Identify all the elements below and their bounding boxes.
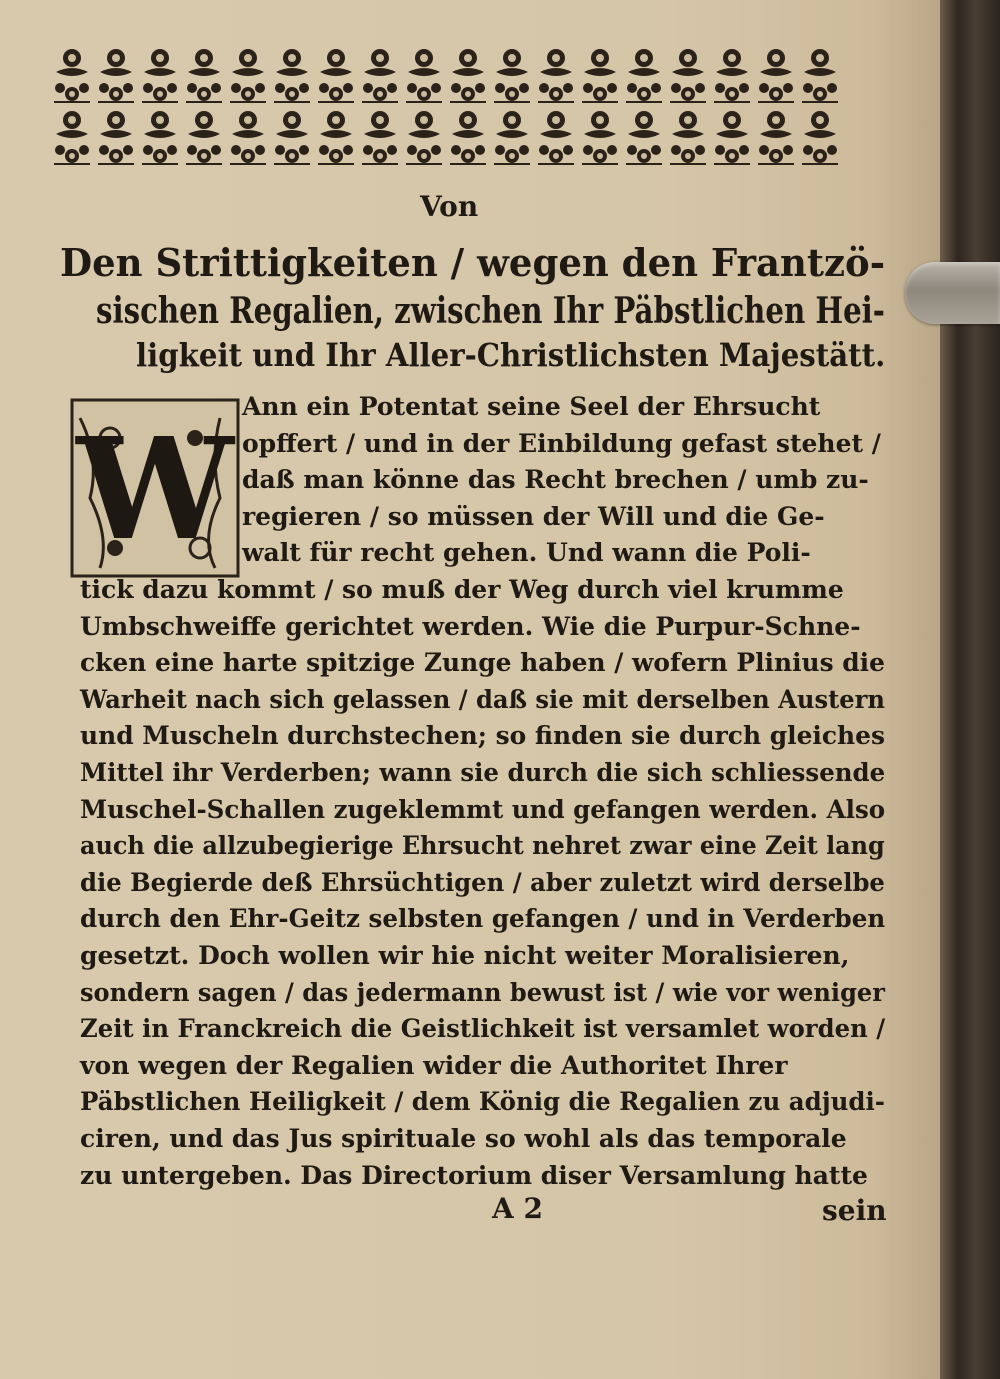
page-clip [905, 262, 1000, 324]
page-edge-binding [940, 0, 1000, 1379]
title-line-3: ligkeit und Ihr Aller-Christlichsten Majestätt. [136, 336, 886, 374]
title-line-2: sischen Regalien, zwischen Ihr Päbstlichen Hei- [96, 290, 885, 332]
body-line: daß man könne das Recht brechen / umb zu- [242, 465, 869, 495]
decorated-initial-w [70, 398, 240, 578]
body-line: walt für recht gehen. Und wann die Poli- [242, 538, 811, 568]
ornament-pattern-icon [50, 44, 840, 168]
catchword: sein [822, 1194, 887, 1227]
body-line: Warheit nach sich gelassen / daß sie mit derselben Austern [80, 684, 886, 714]
body-line: die Begierde deß Ehrsüchtigen / aber zuletzt wird derselbe [80, 867, 885, 897]
decorated-initial-icon [70, 398, 240, 578]
body-line: Umbschweiffe gerichtet werden. Wie die Purpur-Schne- [80, 611, 861, 641]
ornamental-header-band [50, 44, 840, 168]
body-line: und Muscheln durchstechen; so finden sie durch gleiches [80, 721, 886, 751]
body-line: cken eine harte spitzige Zunge haben / wofern Plinius die [80, 648, 885, 678]
body-line: Zeit in Franckreich die Geistlichkeit ist versamlet worden / [80, 1014, 886, 1044]
body-line: Päbstlichen Heiligkeit / dem König die Regalien zu adjudi- [80, 1087, 885, 1117]
body-line: regieren / so müssen der Will und die Ge- [242, 501, 825, 531]
heading-von: Von [420, 190, 479, 223]
body-line: tick dazu kommt / so muß der Weg durch viel krumme [80, 575, 844, 604]
title-line-1: Den Strittigkeiten / wegen den Frantzö- [60, 240, 886, 285]
body-line: opffert / und in der Einbildung gefast stehet / [242, 428, 881, 458]
signature-mark: A 2 [492, 1192, 543, 1225]
body-line: Ann ein Potentat seine Seel der Ehrsucht [242, 392, 821, 421]
body-line: durch den Ehr-Geitz selbsten gefangen / und in Verderben [80, 904, 886, 934]
body-line: Muschel-Schallen zugeklemmt und gefangen werden. Also [80, 794, 886, 824]
body-line: auch die allzubegierige Ehrsucht nehret zwar eine Zeit lang [80, 831, 885, 861]
body-line: zu untergeben. Das Directorium diser Versamlung hatte [80, 1160, 868, 1190]
body-line: gesetzt. Doch wollen wir hie nicht weiter Moralisieren, [80, 941, 850, 970]
body-line: Mittel ihr Verderben; wann sie durch die sich schliessende [80, 758, 886, 787]
initial-letter: W [76, 408, 234, 572]
body-line: sondern sagen / das jedermann bewust ist / wie vor weniger [80, 977, 885, 1007]
body-line: ciren, und das Jus spirituale so wohl als das temporale [80, 1124, 847, 1153]
body-line: von wegen der Regalien wider die Authoritet Ihrer [80, 1050, 788, 1080]
